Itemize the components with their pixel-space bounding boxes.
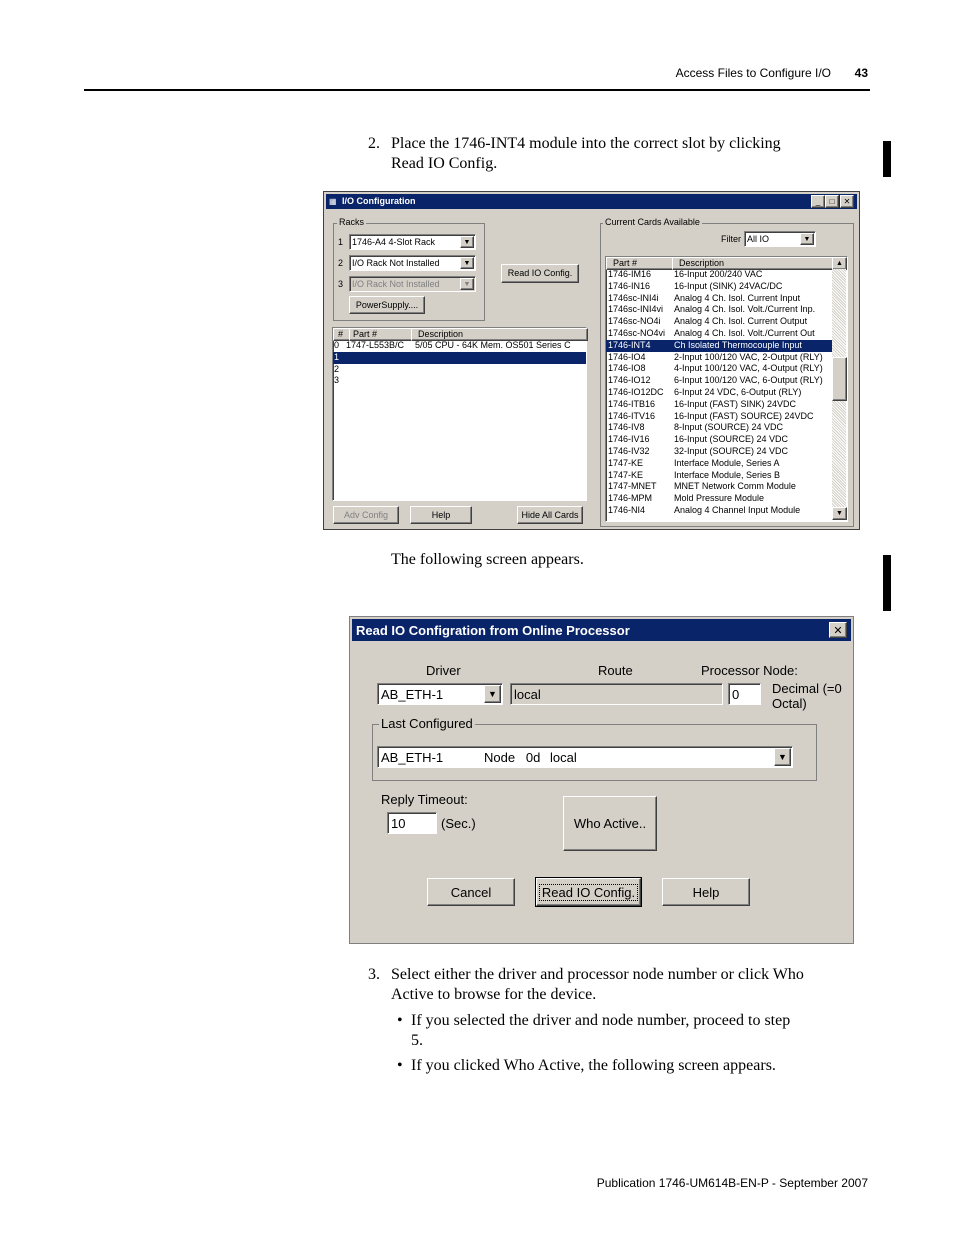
page-number: 43: [854, 66, 868, 80]
last-configured-label: Last Configured: [381, 716, 473, 731]
step-text-line: Read IO Config.: [391, 155, 498, 172]
minimize-button[interactable]: _: [811, 195, 825, 208]
read-io-dialog: [349, 616, 854, 944]
card-part: 1746-IM16: [608, 269, 652, 279]
table-row[interactable]: [606, 328, 832, 340]
table-row[interactable]: 3: [334, 375, 340, 386]
processor-node-label: Processor Node:: [701, 663, 798, 678]
slot-col-header: Description: [418, 329, 464, 339]
card-col-header: Description: [679, 258, 725, 268]
dialog-title-bar: [352, 619, 851, 641]
dialog-help-button[interactable]: Help: [662, 878, 750, 906]
header-rule: [84, 89, 870, 91]
card-description: 8-Input (SOURCE) 24 VDC: [674, 422, 784, 433]
seconds-label: (Sec.): [441, 816, 476, 831]
table-row[interactable]: [606, 458, 832, 470]
rack-3-select[interactable]: [349, 276, 476, 292]
card-description: Analog 4 Channel Input Module: [674, 504, 801, 515]
rack-1-value: 1746-A4 4-Slot Rack: [352, 237, 436, 247]
bullet-icon: •: [397, 1057, 403, 1074]
rack-number: 1: [338, 237, 344, 247]
adv-config-button[interactable]: Adv Config: [333, 506, 399, 524]
last-node: Node 0d: [484, 750, 541, 765]
card-description: 6-Input 24 VDC, 6-Output (RLY): [674, 386, 802, 397]
card-description: 6-Input 100/120 VAC, 6-Output (RLY): [674, 375, 823, 386]
card-part: 1746-ITB16: [608, 398, 656, 409]
card-part: 1746-INT4: [608, 339, 651, 350]
card-part: 1747-MNET: [608, 481, 657, 492]
table-row[interactable]: [606, 470, 832, 482]
power-supply-button[interactable]: PowerSupply....: [349, 296, 425, 314]
step-text-line: Place the 1746-INT4 module into the correct slot by clicking: [391, 135, 781, 152]
table-row[interactable]: [606, 375, 832, 387]
card-description: MNET Network Comm Module: [674, 481, 796, 492]
table-row[interactable]: [606, 399, 832, 411]
card-part: 1746-NI4: [608, 504, 646, 515]
slot-rows: [333, 340, 586, 387]
section-title: Access Files to Configure I/O: [675, 66, 831, 80]
card-part: 1746-IO12DC: [608, 386, 664, 397]
rack-3-value: I/O Rack Not Installed: [352, 279, 440, 289]
scroll-up-button[interactable]: ▲: [832, 257, 847, 270]
rack-2-select[interactable]: [349, 255, 476, 271]
reply-timeout-input[interactable]: [387, 812, 437, 834]
card-description: 2-Input 100/120 VAC, 2-Output (RLY): [674, 351, 823, 362]
read-io-config-label: Read IO Config.: [539, 884, 638, 901]
slot-list: [332, 327, 587, 501]
dialog-title: Read IO Configration from Online Processor: [356, 623, 630, 638]
table-row[interactable]: [606, 481, 832, 493]
table-row[interactable]: 0 1747-L553B/C 5/05 CPU - 64K Mem. OS501 Series C: [334, 340, 571, 350]
route-field[interactable]: [510, 683, 723, 705]
table-row[interactable]: [606, 269, 832, 281]
card-description: 16-Input 200/240 VAC: [674, 269, 763, 279]
publication-footer: Publication 1746-UM614B-EN-P - September 2007: [596, 1176, 868, 1190]
card-part: 1746-IO4: [608, 351, 646, 362]
reply-timeout-label: Reply Timeout:: [381, 792, 468, 807]
chevron-down-icon[interactable]: ▼: [460, 236, 474, 248]
help-button[interactable]: Help: [410, 506, 472, 524]
table-row[interactable]: [606, 505, 832, 517]
slot-col-header: Part #: [353, 329, 378, 339]
route-value: local: [514, 687, 541, 702]
processor-node-input[interactable]: [728, 683, 761, 705]
change-bar: [883, 555, 891, 611]
maximize-button[interactable]: □: [825, 195, 839, 208]
card-description: 4-Input 100/120 VAC, 4-Output (RLY): [674, 363, 823, 374]
card-description: Interface Module, Series B: [674, 469, 781, 480]
table-row[interactable]: [606, 387, 832, 399]
driver-value: AB_ETH-1: [381, 687, 444, 702]
card-description: Analog 4 Ch. Isol. Volt./Current Inp.: [674, 304, 816, 315]
racks-label: Racks: [339, 217, 365, 227]
last-route: local: [550, 750, 577, 765]
card-part: 1746-IV32: [608, 445, 650, 456]
card-description: 16-Input (SOURCE) 24 VDC: [674, 434, 789, 445]
card-part: 1747-KE: [608, 457, 644, 468]
chevron-down-icon[interactable]: ▼: [800, 233, 814, 245]
card-rows: [606, 269, 832, 517]
following-screen-text: The following screen appears.: [391, 551, 584, 568]
scrollbar-thumb[interactable]: [832, 357, 847, 401]
bullet-icon: •: [397, 1012, 403, 1029]
io-window-title: I/O Configuration: [342, 196, 416, 206]
close-icon[interactable]: ✕: [829, 622, 847, 638]
reply-timeout-value: 10: [391, 816, 406, 831]
driver-label: Driver: [426, 663, 461, 678]
rack-1-select[interactable]: [349, 234, 476, 250]
chevron-down-icon[interactable]: ▼: [484, 685, 501, 703]
card-description: Analog 4 Ch. Isol. Volt./Current Out: [674, 327, 815, 338]
hide-all-cards-button[interactable]: Hide All Cards: [517, 506, 583, 524]
driver-select[interactable]: [377, 683, 503, 705]
table-row[interactable]: [606, 316, 832, 328]
step-number: 3.: [368, 966, 380, 983]
rack-number: 3: [338, 279, 344, 289]
card-description: Ch Isolated Thermocouple Input: [674, 339, 802, 350]
table-row[interactable]: 2: [334, 363, 340, 374]
table-row-selected[interactable]: [606, 340, 832, 352]
table-row[interactable]: [606, 352, 832, 364]
step-text: [391, 134, 861, 174]
table-row[interactable]: [606, 434, 832, 446]
card-part: 1747-KE: [608, 469, 644, 480]
filter-select[interactable]: [744, 231, 816, 247]
card-part: 1746sc-NO4vi: [608, 327, 666, 338]
slot-col-header: #: [338, 329, 344, 339]
card-part: 1746-IV16: [608, 434, 650, 445]
bullet-text: If you selected the driver and node number, proceed to step 5.: [411, 1012, 791, 1049]
who-active-button[interactable]: Who Active..: [563, 796, 657, 851]
card-description: Analog 4 Ch. Isol. Current Input: [674, 292, 801, 303]
close-button[interactable]: ✕: [840, 195, 854, 208]
step-text-line: Select either the driver and processor node number or click Who: [391, 966, 804, 983]
cards-label: Current Cards Available: [605, 217, 700, 227]
route-label: Route: [598, 663, 633, 678]
card-description: Analog 4 Ch. Isol. Current Output: [674, 316, 808, 327]
card-part: 1746sc-NO4i: [608, 316, 661, 327]
card-description: Mold Pressure Module: [674, 493, 765, 504]
card-description: 16-Input (SINK) 24VAC/DC: [674, 280, 783, 291]
read-io-config-button[interactable]: Read IO Config.: [501, 264, 579, 283]
table-row[interactable]: [606, 363, 832, 375]
table-row[interactable]: [606, 446, 832, 458]
table-row-selected[interactable]: 1: [333, 352, 586, 364]
step-number: 2.: [368, 135, 380, 152]
card-col-header: Part #: [613, 258, 638, 268]
table-row[interactable]: [606, 422, 832, 434]
table-row[interactable]: [606, 411, 832, 423]
scroll-down-button[interactable]: ▼: [832, 507, 847, 520]
last-driver: AB_ETH-1: [381, 750, 444, 765]
card-part: 1746-IO8: [608, 363, 646, 374]
step-text-line: Active to browse for the device.: [391, 986, 597, 1003]
card-description: Interface Module, Series A: [674, 457, 780, 468]
rack-2-value: I/O Rack Not Installed: [352, 258, 440, 268]
card-description: 16-Input (FAST) SINK) 24VDC: [674, 398, 797, 409]
card-part: 1746-IO12: [608, 375, 651, 386]
card-part: 1746-IN16: [608, 280, 651, 291]
table-row[interactable]: [606, 293, 832, 305]
step-text: [391, 965, 871, 1005]
card-part: 1746-ITV16: [608, 410, 656, 421]
card-part: 1746sc-INI4vi: [608, 304, 664, 315]
table-row[interactable]: [606, 304, 832, 316]
card-part: 1746-IV8: [608, 422, 645, 433]
io-title-bar: [326, 194, 857, 209]
decimal-note: Decimal (=0 Octal): [772, 681, 842, 711]
card-part: 1746-MPM: [608, 493, 653, 504]
filter-label: Filter: [721, 234, 741, 244]
cancel-button[interactable]: Cancel: [427, 878, 515, 906]
rack-number: 2: [338, 258, 344, 268]
app-icon: ▦: [329, 197, 337, 206]
io-config-window: [323, 191, 860, 530]
change-bar: [883, 141, 891, 177]
cards-list: [605, 256, 848, 522]
card-description: 32-Input (SOURCE) 24 VDC: [674, 445, 789, 456]
chevron-down-icon[interactable]: ▼: [774, 748, 791, 766]
last-configured-select[interactable]: [377, 746, 793, 768]
bullet-text: If you clicked Who Active, the following screen appears.: [411, 1057, 776, 1074]
chevron-down-icon[interactable]: ▼: [460, 257, 474, 269]
processor-node-value: 0: [732, 687, 740, 702]
card-description: 16-Input (FAST) SOURCE) 24VDC: [674, 410, 814, 421]
filter-value: All IO: [747, 234, 770, 244]
read-io-config-button[interactable]: [536, 878, 641, 906]
table-row[interactable]: [606, 281, 832, 293]
chevron-down-icon[interactable]: ▼: [460, 278, 474, 290]
card-part: 1746sc-INI4i: [608, 292, 659, 303]
table-row[interactable]: [606, 493, 832, 505]
